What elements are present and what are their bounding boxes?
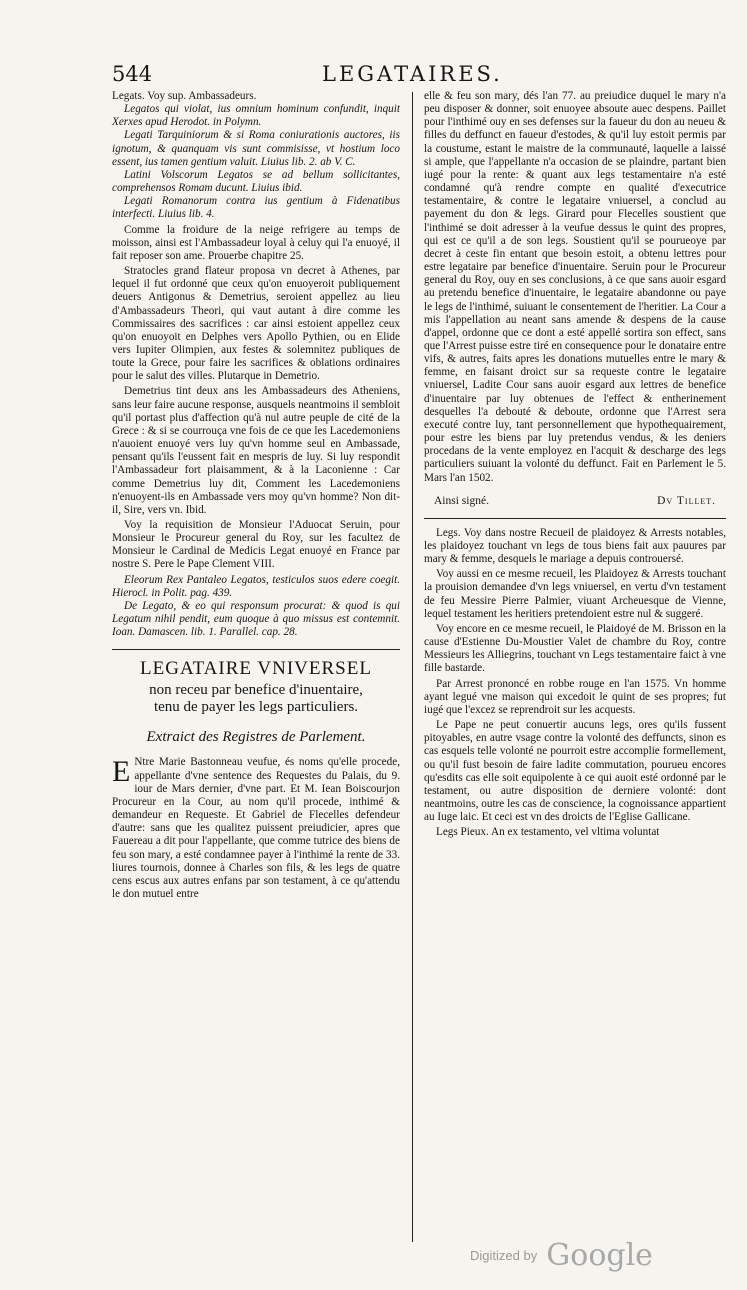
signed-label: Ainsi signé.: [434, 494, 489, 507]
left-column: [112, 90, 400, 901]
article-subtitle: tenu de payer les legs particuliers.: [153, 699, 359, 716]
latin-quotation: Legati Tarquiniorum & si Roma coniurationis auctores, iis ignotum, & quanquam vis sunt commisisse, vt hostium loco essent, ius tamen gentium valuit. Liuius lib. 2. ab V. C.: [112, 129, 400, 168]
entry-paragraph: Voy aussi en ce mesme recueil, les Plaidoyez & Arrests touchant la prouision demandee d'vn legs vniuersel, en vertu d'vn testament de feu Messire Pierre Palmier, viuant Archeuesque de Vienne, lequel testament les heritiers pretendoient estre nul & suggeré.: [424, 568, 726, 620]
article-body: [112, 756, 400, 901]
column-rule: [412, 92, 413, 1242]
entry-paragraph: elle & feu son mary, dés l'an 77. au preiudice duquel le mary n'a peu disposer & donner, soit enuoyee absoute auec despens. Paillet pour l'inthimé ouy en ses defenses sur la faueur du don au neueu & filles du deffunct en faueur d'estodes, & qu'il luy estoit permis par la coustume, estant le maistre de la communauté, laquelle a laissé si ample, que l'appellante n'a occasion de se plaindre, partant bien iugé pour la rente: & quant aux legs testamentaire n'a esté condamné qu'à rendre compte en qualité d'executrice testamentaire, & contre le legataire vniuersel, a conclud au payement du don & legs. Girard pour Flecelles soustient que l'inthimé se doit adresser à la veufue dessus le quint des propres, qui est ce qu'il a de son legs. Soustient qu'il se pourueoye par decret à ceste fin entant que besoin estoit, a obtenu lettres pour estre legataire par benefice d'inuentaire. Seruin pour le Procureur general du Roy, ouy en ses conclusions, à ce que sans auoir esgard au pretendu benefice d'inuentaire, le legataire abandonne ou paye le legs de l'inthimé, suiuant le consentement de l'heritier. La Cour a mis l'appellation au neant sans amende & despens de la cause d'appel, ordonne que ce dont a esté appellé sortira son effect, sans que l'Arrest puisse estre tiré en consequence pour le donataire entre vifs, & autres, faits apres les donations mutuelles entre le mary & femme, en faisant droict sur sa requeste contre le legataire vniuersel, Ladite Cour sans auoir esgard aux lettres de benefice d'inuentaire par luy obtenues de l'effect & entherinement desquelles l'a debouté & deboute, ordonne que l'Arrest sera executé contre luy, tant personnellement que hypothequairement, pour estre les biens par luy pretendus vendus, & les deniers procedans de la vente employez en l'acquit & descharge des legs particuliers suiuant la volonté du deffunct. Fait en Parlement le 5. Mars l'an 1502.: [424, 90, 726, 484]
latin-quotation: Legati Romanorum contra ius gentium à Fidenatibus interfecti. Liuius lib. 4.: [112, 195, 400, 221]
section-divider: [112, 649, 400, 650]
entry-paragraph: Le Pape ne peut conuertir aucuns legs, ores qu'ils fussent pitoyables, en autre vsage contre la volonté des deffuncts, sinon es cas esquels telle volonté ne pourroit estre accomplie formellement, ou qu'il fust besoin de faire ladite commutation, pourueu encores qu'esdits cas elle soit equipolente à ce qui auoit esté ordonné par le testament, ou autre disposition de derniere volonté: dont neantmoins, outre les cas de conscience, la cognoissance appartient au Iuge laic. Et ceci est vn des droicts de l'Eglise Gallicane.: [424, 719, 726, 824]
article-subtitle: non receu par benefice d'inuentaire,: [149, 682, 363, 699]
digitized-watermark: [470, 1238, 653, 1273]
watermark-text: Digitized by: [470, 1248, 538, 1263]
extrait-heading: Extraict des Registres de Parlement.: [146, 729, 366, 746]
right-column: [424, 90, 726, 839]
entry-paragraph: Par Arrest prononcé en robbe rouge en l'an 1575. Vn homme ayant legué vne maison qui excedoit le quint de ses propres; fut iugé que l'excez se reprendroit sur les acquests.: [424, 677, 726, 716]
entry-paragraph: Legs Pieux. An ex testamento, vel vltima voluntat: [436, 826, 660, 839]
latin-quotation: Eleorum Rex Pantaleo Legatos, testiculos suos edere coegit. Hierocl. in Polit. pag. 439.: [112, 573, 400, 599]
entry-paragraph: Demetrius tint deux ans les Ambassadeurs des Atheniens, sans leur faire aucune response, ausquels neantmoins il sembloit qu'il portast plus d'affection qu'à nul autre peuple de cité de la Grece : & si se courrouça vne fois de ce que les Lacedemoniens n'auoient enuoyé vers luy qu'vn homme seul en Ambassade, pensant qu'ils l'eussent fait en mespris de luy. Si luy respondit l'Ambassadeur fort plaisamment, & à la Laconienne : Car comme Demetrius luy dit, Comment les Lacedemoniens n'enuoyent-ils en Ambassade vers moy qu'vn homme? Non dit-il, Sire, vers vn. Ibid.: [112, 385, 401, 516]
drop-cap: E: [112, 755, 131, 789]
article-title: LEGATAIRE VNIVERSEL: [140, 658, 372, 680]
signed-name: Dv Tillet.: [657, 494, 716, 507]
entry-paragraph: Legats. Voy sup. Ambassadeurs.: [112, 90, 257, 102]
entry-paragraph: Voy la requisition de Monsieur l'Aduocat Seruin, pour Monsieur le Procureur general du Roy, sur les facultez de Monsieur le Cardinal de Medicis Legat enuoyé en France par nostre S. Pere le Pape Clement VIII.: [112, 519, 400, 571]
latin-quotation: De Legato, & eo qui responsum procurat: & quod is qui Legatum nihil pendit, eum quoque à quo missus est contemnit. Ioan. Damascen. lib. 1. Parallel. cap. 28.: [112, 599, 400, 639]
running-title: LEGATAIRES.: [322, 62, 503, 86]
entry-paragraph: Voy encore en ce mesme recueil, le Plaidoyé de M. Brisson en la cause d'Estienne Du-Moustier Valet de chambre du Roy, contre Messieurs les Alliegrins, touchant vn Legs testamentaire faict à vne fille bastarde.: [424, 622, 726, 675]
latin-quotation: Latini Volscorum Legatos se ad bellum sollicitantes, comprehensos Romam ducunt. Liuius ibid.: [112, 168, 400, 195]
entry-paragraph: Legs. Voy dans nostre Recueil de plaidoyez & Arrests notables, les plaidoyez touchant vn legs de tous biens fait aux pauures par mary & femme, desquels le mariage a depuis controuersé.: [424, 526, 726, 566]
google-logo: Google: [546, 1238, 653, 1273]
entry-paragraph: Comme la froidure de la neige refrigere au temps de moisson, ainsi est l'Ambassadeur loyal à celuy qui l'a enuoyé, il fait reposer son ame. Prouerbe chapitre 25.: [112, 223, 400, 262]
entry-paragraph: Stratocles grand flateur proposa vn decret à Athenes, par lequel il fut ordonné que ceux qu'on enuoyeroit publiquement deuers Antigonus & Demetrius, seroient appellez au lieu d'Ambassadeurs Theori, qui vaut autant à dire comme les Commissaires des sacrifices : car ainsi estoient appellez ceux qu'on enuoyoit en Delphes vers Apollo Pythien, ou en Elide vers Iupiter Olimpien, aux festes & solemnitez publiques de toute la Grece, pour faire les sacrifices & oblations ordinaires pour le salut des villes. Plutarque in Demetrio.: [112, 265, 400, 383]
page-header: [112, 62, 722, 86]
section-divider: [424, 518, 726, 519]
page-number: 544: [112, 62, 153, 86]
signature-line: [424, 495, 726, 508]
latin-quotation: Legatos qui violat, ius omnium hominum confundit, inquit Xerxes apud Herodot. in Polymn.: [112, 103, 400, 129]
article-text: Ntre Marie Bastonneau veufue, és noms qu'elle procede, appellante d'vne sentence des Requestes du Palais, du 9. iour de Mars dernier, d'vne part. Et M. Iean Boiscourjon Procureur en la Cour, au nom qu'il procede, inthimé & demandeur en Requeste. Et Gabriel de Flecelles defendeur d'autre: sans que les qualitez puissent preiudicier, apres que Fauereau a dit pour l'appellante, que comme tutrice des biens de feu son mary, a esté condamnee payer à l'inthimé la rente de 33. liures tournois, donnee à Charles son fils, & les legs de quatre cens escus aux autres enfans par son testament, à ce qu'attendu le don mutuel entre: [112, 756, 400, 900]
